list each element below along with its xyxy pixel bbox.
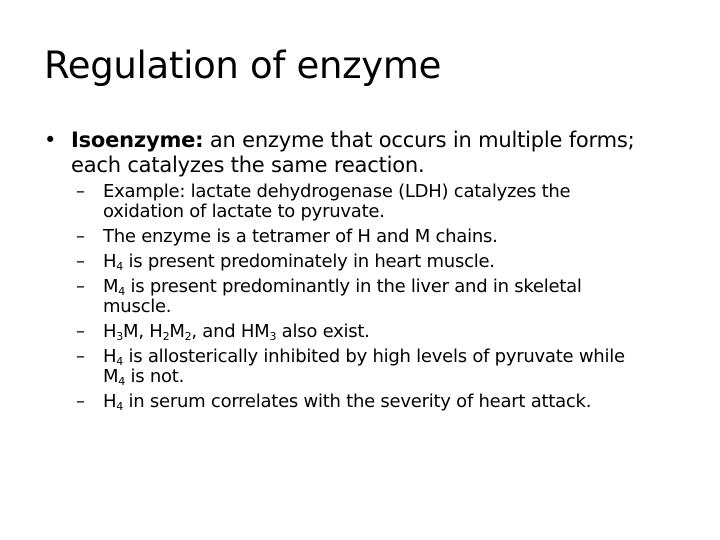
formula-m: M [103,276,119,297]
formula-m: M [103,366,119,387]
dash-marker: – [76,251,85,272]
sub-bullet-m4-liver [62,277,704,317]
subscript: 4 [116,260,124,273]
subscript: 4 [116,355,124,368]
subscript: 4 [116,400,124,413]
slide-title: Regulation of enzyme [44,44,442,87]
sub-bullet-text: also exist. [276,321,370,342]
sub-bullet-line: The enzyme is a tetramer of H and M chains. [103,226,498,247]
subscript: 3 [116,330,124,343]
sub-bullet-text: is allosterically inhibited by high levels of pyruvate while [123,346,625,367]
sub-bullet-line [103,277,704,297]
slide-body [44,128,704,417]
formula-part: M, H [123,321,163,342]
sub-bullet-tetramer [62,227,704,247]
dash-marker: – [76,181,85,202]
sub-bullet-line: muscle. [103,296,172,317]
dash-marker: – [76,346,85,367]
sub-bullet-hybrids [62,322,704,342]
sub-bullet-line [103,322,704,342]
sub-bullet-line [103,367,704,387]
formula-h: H [103,251,117,272]
subscript: 2 [184,330,192,343]
subscript: 3 [269,330,277,343]
main-bullet [44,128,704,178]
dash-marker: – [76,276,85,297]
sub-bullet-line: oxidation of lactate to pyruvate. [103,201,385,222]
sub-bullet-allosteric [62,347,704,387]
dash-marker: – [76,391,85,412]
dash-marker: – [76,321,85,342]
sub-bullet-line [103,347,704,367]
sub-bullet-text: is present predominantly in the liver and in skeletal [125,276,582,297]
sub-bullet-h4-heart [62,252,704,272]
bullet-marker: • [44,128,57,152]
main-bullet-line-2: each catalyzes the same reaction. [71,153,425,177]
sub-bullet-line: Example: lactate dehydrogenase (LDH) catalyzes the [103,181,571,202]
formula-part: , and HM [191,321,270,342]
formula-part: H [103,321,117,342]
term-isoenzyme: Isoenzyme: [71,128,204,152]
sub-bullet-text: in serum correlates with the severity of heart attack. [123,391,592,412]
formula-part: M [169,321,185,342]
sub-bullet-line [103,252,704,272]
sub-bullet-line [103,392,704,412]
subscript: 2 [162,330,170,343]
formula-h: H [103,391,117,412]
subscript: 4 [118,375,126,388]
sub-bullet-example [62,182,704,222]
sub-bullet-list [44,182,704,412]
sub-bullet-text: is present predominately in heart muscle. [123,251,495,272]
subscript: 4 [118,285,126,298]
main-bullet-line-1 [71,128,704,153]
sub-bullet-serum [62,392,704,412]
formula-h: H [103,346,117,367]
main-bullet-definition: an enzyme that occurs in multiple forms; [203,128,635,152]
sub-bullet-text: is not. [125,366,185,387]
dash-marker: – [76,226,85,247]
